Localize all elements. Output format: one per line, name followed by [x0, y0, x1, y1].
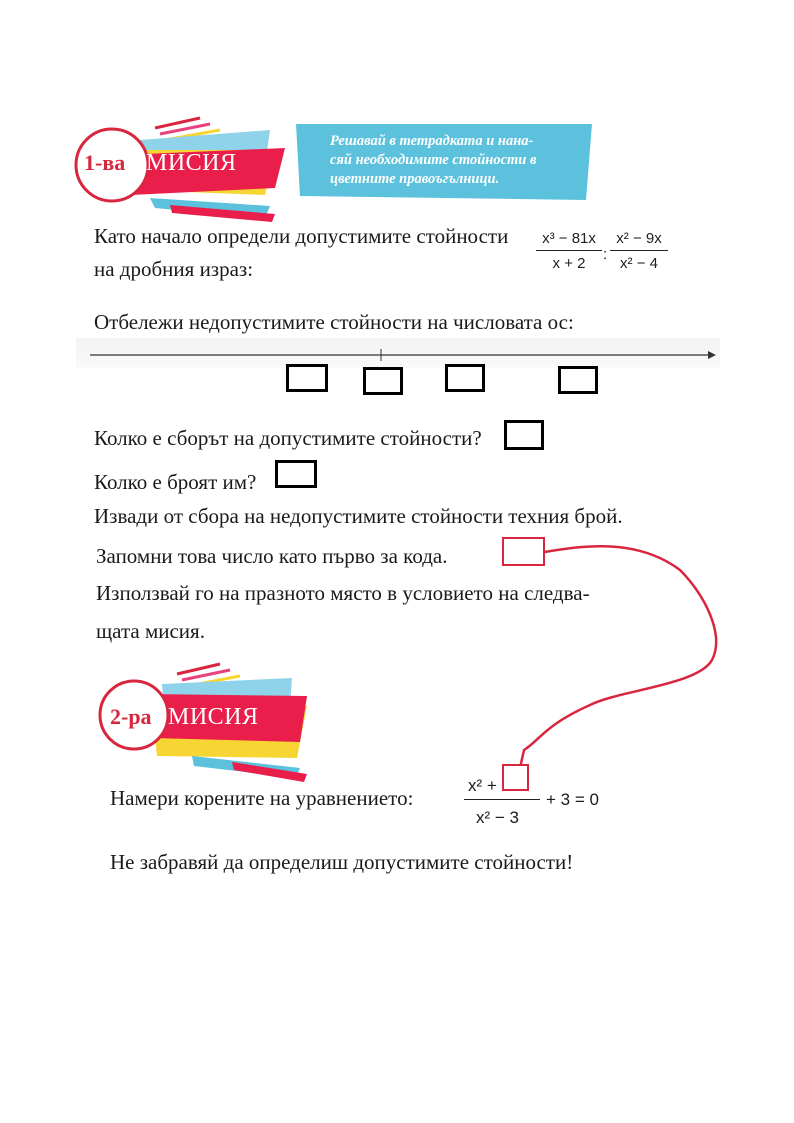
fraction-1: [536, 230, 602, 272]
remember-line: Запомни това число като първо за кода.: [96, 544, 448, 568]
equation-denominator: x² − 3: [476, 808, 519, 827]
task1-line-2: на дробния израз:: [94, 257, 254, 281]
numberline-answer-box-1[interactable]: [286, 364, 328, 392]
connector-arrow: [500, 540, 730, 770]
mission-2-title: МИСИЯ: [168, 704, 259, 730]
sum-question: Колко е сборът на допустимите стойности?: [94, 426, 482, 450]
count-question: Колко е броят им?: [94, 470, 257, 494]
note-line-2: сяй необходимите стойности в: [330, 152, 537, 168]
number-line: [86, 344, 718, 364]
count-answer-box[interactable]: [275, 460, 317, 488]
mission-1-title: МИСИЯ: [146, 150, 237, 176]
task1-line-1: Като начало определи допустимите стойности: [94, 224, 509, 248]
equation-numerator-prefix: x² +: [468, 776, 497, 795]
use-line-2: щата мисия.: [96, 619, 205, 643]
fraction-1-denominator: x + 2: [552, 255, 586, 272]
mission-2-number: 2-ра: [110, 704, 152, 729]
fraction-2-numerator: x² − 9x: [616, 230, 662, 247]
fraction-1-numerator: x³ − 81x: [542, 230, 596, 247]
mission-1-number: 1-ва: [84, 150, 126, 175]
equation-prompt: Намери корените на уравнението:: [110, 786, 414, 810]
numberline-answer-box-2[interactable]: [363, 367, 403, 395]
subtract-instruction: Извади от сбора на недопустимите стойности техния брой.: [94, 504, 623, 528]
instruction-note-text: [330, 132, 585, 189]
equation-tail: + 3 = 0: [546, 790, 599, 809]
equation-fraction-bar: [464, 799, 540, 800]
sum-answer-box[interactable]: [504, 420, 544, 450]
equation-blank-box[interactable]: [502, 764, 529, 791]
numberline-answer-box-3[interactable]: [445, 364, 485, 392]
note-line-1: Решавай в тетрадката и нана-: [330, 133, 534, 149]
note-line-3: цветните правоъгълници.: [330, 171, 500, 187]
use-line-1: Използвай го на празното място в условието на следва-: [96, 581, 590, 605]
division-operator: :: [603, 246, 608, 263]
numberline-answer-box-4[interactable]: [558, 366, 598, 394]
fraction-2-denominator: x² − 4: [620, 255, 658, 272]
numberline-prompt: Отбележи недопустимите стойности на числовата ос:: [94, 310, 574, 334]
fraction-2: [610, 230, 668, 272]
reminder-text: Не забравяй да определиш допустимите стойности!: [110, 850, 574, 874]
